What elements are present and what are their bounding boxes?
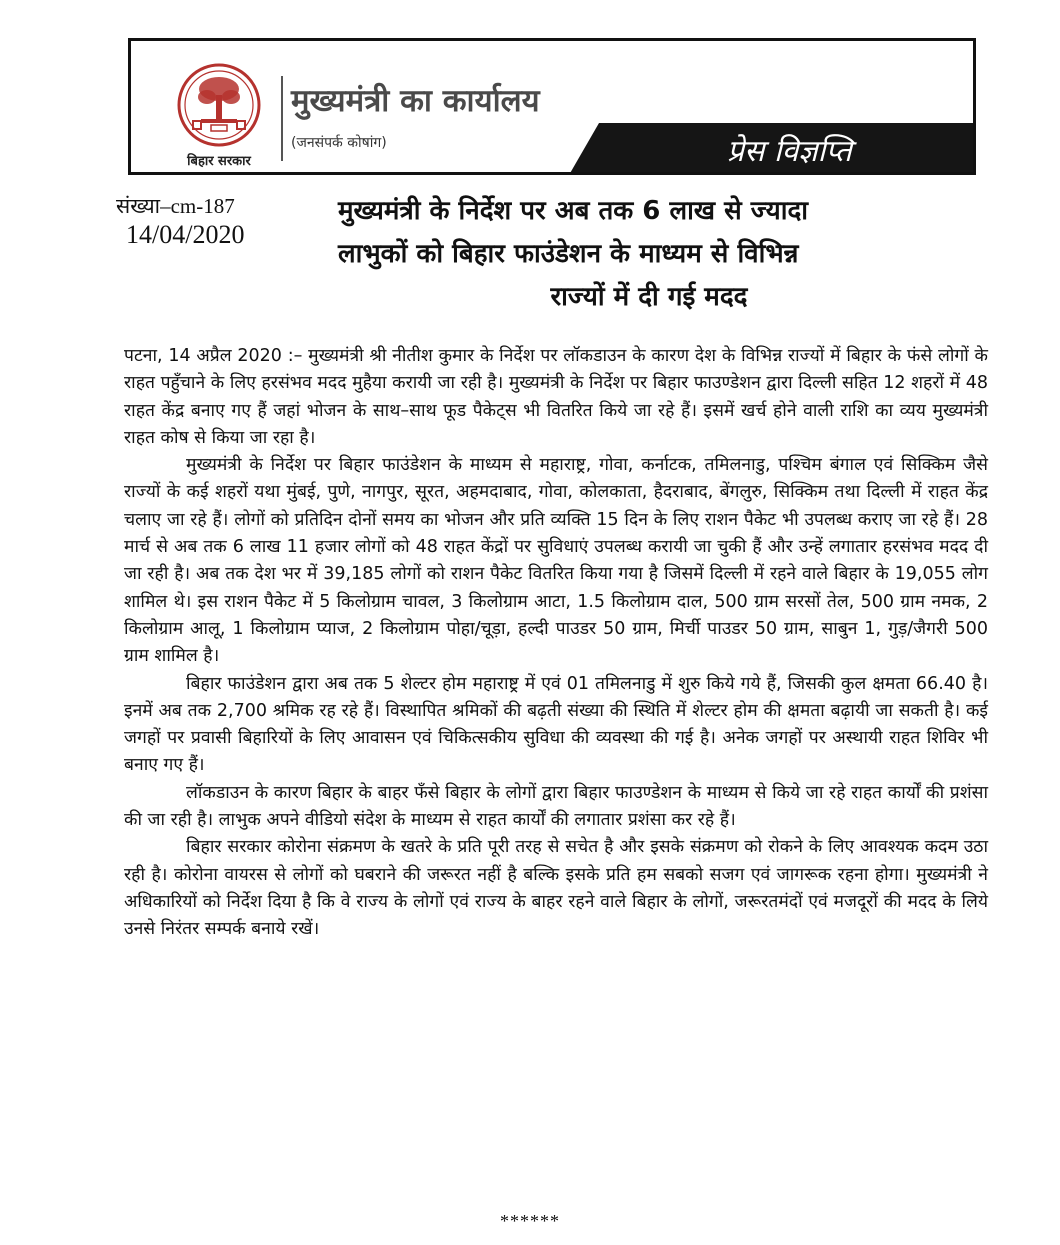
headline-line-3: राज्यों में दी गई मदद — [550, 282, 748, 312]
end-mark: ****** — [500, 1211, 560, 1231]
body-paragraph-1: पटना, 14 अप्रैल 2020 :– मुख्यमंत्री श्री नीतीश कुमार के निर्देश पर लॉकडाउन के कारण देश के विभिन्न राज्यों में बिहार के फंसे लोगों के राहत पहुँचाने के लिए हरसंभव मदद मुहैया करायी जा रही है। मुख्यमंत्री के निर्देश पर बिहार फाउण्डेशन द्वारा दिल्ली सहित 12 शहरों में 48 राहत केंद्र बनाए गए हैं जहां भोजन के साथ–साथ फूड पैकेट्स भी वितरित किये जा रहे हैं। इसमें खर्च होने वाली राशि का व्यय मुख्यमंत्री राहत कोष से किया जा रहा है। — [124, 346, 988, 448]
headline-line-1: मुख्यमंत्री के निर्देश पर अब तक 6 लाख से ज्यादा — [338, 196, 808, 226]
office-subtitle: (जनसंपर्क कोषांग) — [291, 135, 387, 151]
bihar-government-logo — [171, 61, 267, 173]
bodhi-tree-seal-icon — [171, 61, 267, 151]
headline — [338, 190, 960, 319]
letterhead-banner — [128, 38, 976, 175]
press-release-band — [599, 123, 976, 175]
press-release-body — [124, 343, 988, 944]
office-title: मुख्यमंत्री का कार्यालय — [291, 83, 540, 119]
logo-caption: बिहार सरकार — [187, 154, 251, 169]
headline-line-2: लाभुकों को बिहार फाउंडेशन के माध्यम से विभिन्न — [338, 239, 799, 269]
press-release-label: प्रेस विज्ञप्ति — [727, 134, 852, 169]
press-band-wedge — [569, 123, 599, 175]
body-paragraph-5: बिहार सरकार कोरोना संक्रमण के खतरे के प्रति पूरी तरह से सचेत है और इसके संक्रमण को रोकने के लिए आवश्यक कदम उठा रही है। कोरोना वायरस से लोगों को घबराने की जरूरत नहीं है बल्कि इसके प्रति हम सबको सजग एवं जागरूक रहना होगा। मुख्यमंत्री ने अधिकारियों को निर्देश दिया है कि वे राज्य के लोगों एवं राज्य के बाहर रहने वाले बिहार के लोगों, जरूरतमंदों एवं मजदूरों की मदद के लिये उनसे निरंतर सम्पर्क बनाये रखें। — [124, 837, 988, 940]
release-date: 14/04/2020 — [126, 220, 245, 249]
body-paragraph-4: लॉकडाउन के कारण बिहार के बाहर फँसे बिहार के लोगों द्वारा बिहार फाउण्डेशन के माध्यम से किये जा रहे राहत कार्यों की प्रशंसा की जा रही है। लाभुक अपने वीडियो संदेश के माध्यम से राहत कार्यों की लगातार प्रशंसा कर रहे हैं। — [124, 782, 988, 831]
body-paragraph-3: बिहार फाउंडेशन द्वारा अब तक 5 शेल्टर होम महाराष्ट्र में एवं 01 तमिलनाडु में शुरु किये गये हैं, जिसकी कुल क्षमता 66.40 है। इनमें अब तक 2,700 श्रमिक रह रहे हैं। विस्थापित श्रमिकों की बढ़ती संख्या की स्थिति में शेल्टर होम की क्षमता बढ़ायी जा सकती है। कई जगहों पर प्रवासी बिहारियों के लिए आवासन एवं चिकित्सकीय सुविधा की व्यवस्था की गई है। अनेक जगहों पर अस्थायी राहत शिविर भी बनाए गए हैं। — [124, 673, 988, 776]
body-paragraph-2: मुख्यमंत्री के निर्देश पर बिहार फाउंडेशन के माध्यम से महाराष्ट्र, गोवा, कर्नाटक, तमिलनाडु, पश्चिम बंगाल एवं सिक्किम जैसे राज्यों के कई शहरों यथा मुंबई, पुणे, नागपुर, सूरत, अहमदाबाद, गोवा, कोलकाता, हैदराबाद, बेंगलुरु, सिक्किम तथा दिल्ली में राहत केंद्र चलाए जा रहे हैं। लोगों को प्रतिदिन दोनों समय का भोजन और प्रति व्यक्ति 15 दिन के लिए राशन पैकेट भी उपलब्ध कराए जा रहे हैं। 28 मार्च से अब तक 6 लाख 11 हजार लोगों को 48 राहत केंद्रों पर सुविधाएं उपलब्ध करायी जा चुकी हैं और उन्हें लगातार हरसंभव मदद दी जा रही है। अब तक देश भर में 39,185 लोगों को राशन पैकेट वितरित किया गया है जिसमें दिल्ली में रहने वाले बिहार के 19,055 लोग शामिल थे। इस राशन पैकेट में 5 किलोग्राम चावल, 3 किलोग्राम आटा, 1.5 किलोग्राम दाल, 500 ग्राम सरसों तेल, 500 ग्राम नमक, 2 किलोग्राम आलू, 1 किलोग्राम प्याज, 2 किलोग्राम पोहा/चूड़ा, हल्दी पाउडर 50 ग्राम, मिर्ची पाउडर 50 ग्राम, साबुन 1, गुड़/जैगरी 500 ग्राम शामिल है। — [124, 455, 988, 667]
reference-number: संख्या–cm-187 — [116, 194, 235, 218]
header-divider — [281, 76, 283, 161]
